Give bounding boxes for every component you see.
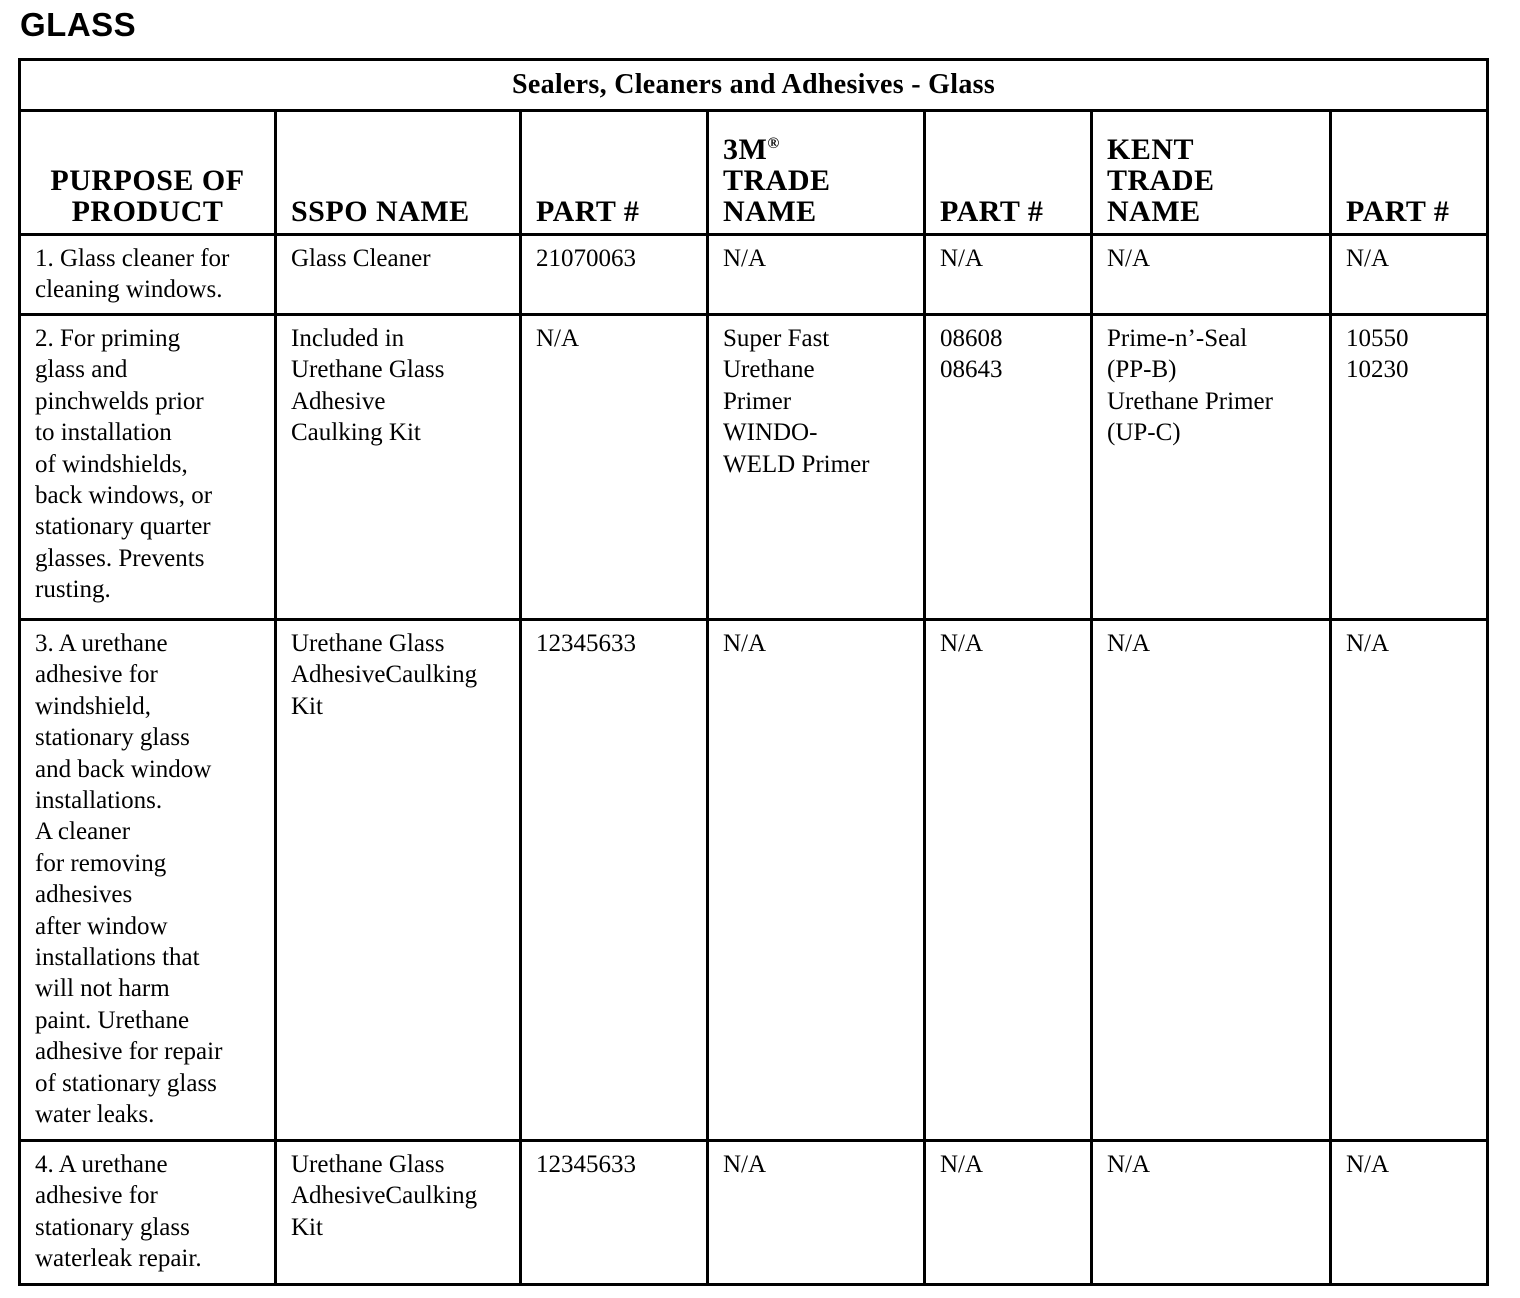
cell-3m-trade-name: N/A	[708, 235, 925, 315]
cell-sspo-name: Urethane Glass AdhesiveCaulking Kit	[276, 1141, 521, 1285]
table-header-row	[20, 111, 1488, 235]
registered-mark: ®	[767, 135, 780, 152]
cell-part-3: N/A	[1331, 1141, 1488, 1285]
header-part-1: PART #	[521, 111, 708, 235]
table-row	[20, 1141, 1488, 1285]
table-row	[20, 235, 1488, 315]
cell-part-1: 12345633	[521, 1141, 708, 1285]
header-3m-prefix: 3M	[723, 133, 768, 166]
cell-part-1: 12345633	[521, 620, 708, 1141]
header-3m-trade-name	[708, 111, 925, 235]
cell-sspo-name: Included in Urethane Glass Adhesive Caulking Kit	[276, 315, 521, 620]
cell-part-2: N/A	[925, 1141, 1092, 1285]
glass-products-table	[18, 58, 1489, 1286]
cell-part-3: N/A	[1331, 620, 1488, 1141]
page-heading: GLASS	[20, 6, 137, 43]
table-row	[20, 620, 1488, 1141]
cell-purpose: 1. Glass cleaner for cleaning windows.	[20, 235, 276, 315]
cell-part-2: N/A	[925, 235, 1092, 315]
cell-sspo-name: Urethane Glass AdhesiveCaulking Kit	[276, 620, 521, 1141]
table-caption-row	[20, 60, 1488, 111]
cell-kent-trade-name: Prime-n’-Seal (PP-B) Urethane Primer (UP-C)	[1092, 315, 1331, 620]
header-part-2: PART #	[925, 111, 1092, 235]
cell-part-2: 08608 08643	[925, 315, 1092, 620]
table-caption: Sealers, Cleaners and Adhesives - Glass	[20, 60, 1488, 111]
cell-kent-trade-name: N/A	[1092, 235, 1331, 315]
cell-part-1: 21070063	[521, 235, 708, 315]
cell-3m-trade-name: N/A	[708, 1141, 925, 1285]
cell-kent-trade-name: N/A	[1092, 620, 1331, 1141]
table-row	[20, 315, 1488, 620]
header-purpose: PURPOSE OF PRODUCT	[20, 111, 276, 235]
cell-part-3: 10550 10230	[1331, 315, 1488, 620]
header-kent-trade-name: KENT TRADE NAME	[1092, 111, 1331, 235]
cell-kent-trade-name: N/A	[1092, 1141, 1331, 1285]
cell-part-1: N/A	[521, 315, 708, 620]
header-part-3: PART #	[1331, 111, 1488, 235]
cell-sspo-name: Glass Cleaner	[276, 235, 521, 315]
header-sspo-name: SSPO NAME	[276, 111, 521, 235]
cell-part-3: N/A	[1331, 235, 1488, 315]
cell-purpose: 4. A urethane adhesive for stationary glass waterleak repair.	[20, 1141, 276, 1285]
cell-3m-trade-name: Super Fast Urethane Primer WINDO- WELD Primer	[708, 315, 925, 620]
cell-3m-trade-name: N/A	[708, 620, 925, 1141]
header-3m-rest: TRADE NAME	[723, 164, 831, 228]
cell-part-2: N/A	[925, 620, 1092, 1141]
cell-purpose: 3. A urethane adhesive for windshield, stationary glass and back window installations. A cleaner for removing adhesives after window installations that will not harm paint. Urethane adhesive for repair of stationary glass water leaks.	[20, 620, 276, 1141]
cell-purpose: 2. For priming glass and pinchwelds prior to installation of windshields, back windows, or stationary quarter glasses. Prevents rusting.	[20, 315, 276, 620]
